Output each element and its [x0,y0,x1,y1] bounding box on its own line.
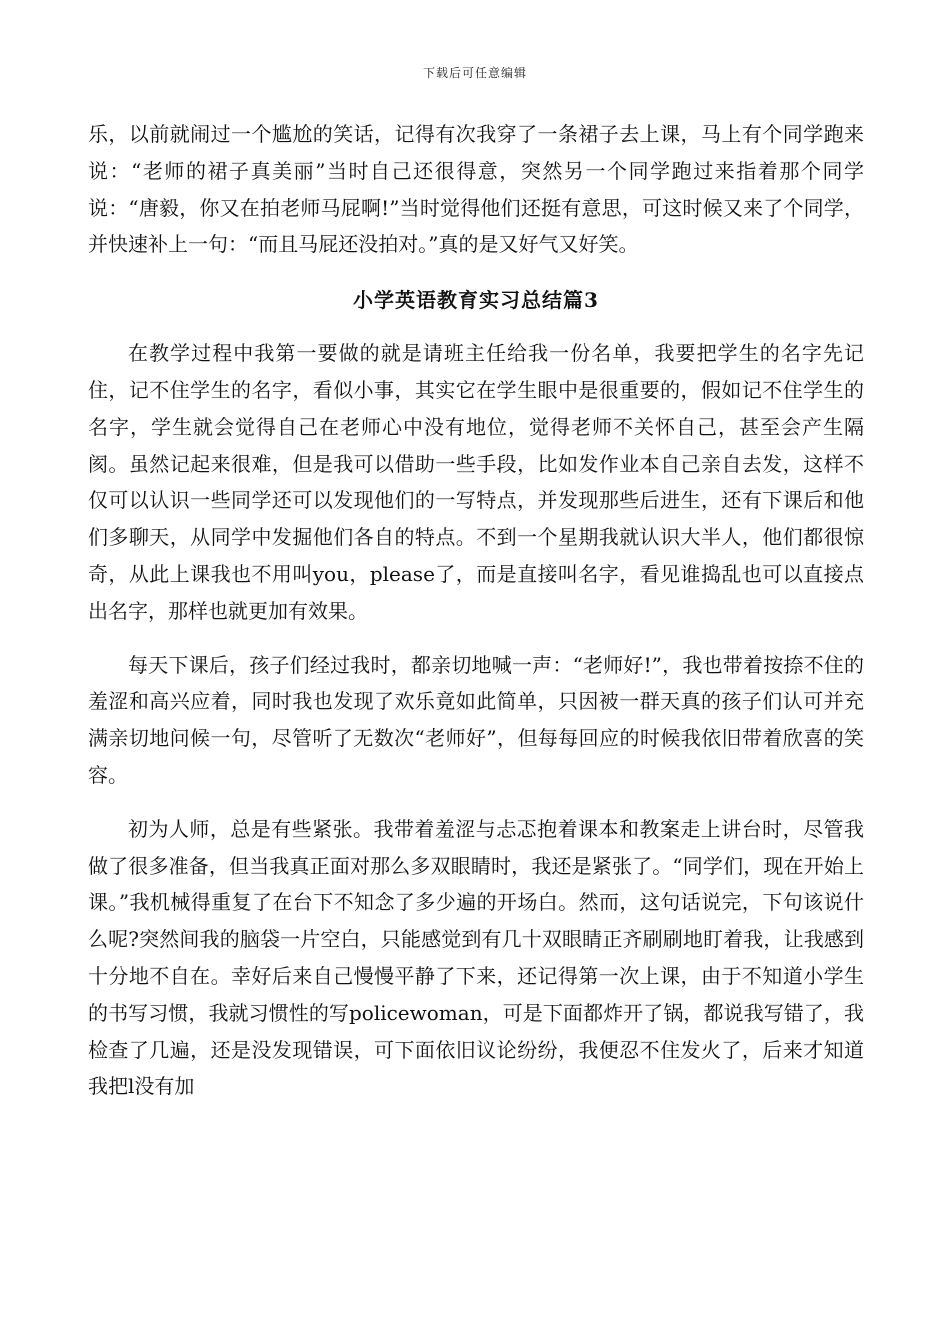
page-header: 下载后可任意编辑 [422,66,527,80]
section-title: 小学英语教育实习总结篇3 [353,288,599,313]
body-paragraph-3: 初为人师，总是有些紧张。我带着羞涩与忐忑抱着课本和教案走上讲台时，尽管我做了很多准备，但当我真正面对那么多双眼睛时，我还是紧张了。“同学们，现在开始上课。”我机械得重复了在台下不知念了多少遍的开场白。然而，这句话说完，下句该说什么呢?突然间我的脑袋一片空白，只能感觉到有几十双眼睛正齐刷刷地盯着我，让我感到十分地不自在。幸好后来自己慢慢平静了下来，还记得第一次上课，由于不知道小学生的书写习惯，我就习惯性的写policewoman，可是下面都炸开了锅，都说我写错了，我检查了几遍，还是没发现错误，可下面依旧议论纷纷，我便忍不住发火了，后来才知道我把l没有加 [88,816,864,1099]
document-body [88,116,864,1105]
body-paragraph-1: 在教学过程中我第一要做的就是请班主任给我一份名单，我要把学生的名字先记住，记不住学生的名字，看似小事，其实它在学生眼中是很重要的，假如记不住学生的名字，学生就会觉得自己在老师心中没有地位，觉得老师不关怀自己，甚至会产生隔阂。虽然记起来很难，但是我可以借助一些手段，比如发作业本自己亲自去发，这样不仅可以认识一些同学还可以发现他们的一写特点，并发现那些后进生，还有下课后和他们多聊天，从同学中发掘他们各自的特点。不到一个星期我就认识大半人，他们都很惊奇，从此上课我也不用叫you，please了，而是直接叫名字，看见谁捣乱也可以直接点出名字，那样也就更加有效果。 [88,341,864,623]
body-paragraph-2: 每天下课后，孩子们经过我时，都亲切地喊一声：“老师好!”，我也带着按捺不住的羞涩和高兴应着，同时我也发现了欢乐竟如此简单，只因被一群天真的孩子们认可并充满亲切地问候一句，尽管听了无数次“老师好”，但每每回应的时候我依旧带着欣喜的笑容。 [88,652,864,787]
intro-paragraph: 乐，以前就闹过一个尴尬的笑话，记得有次我穿了一条裙子去上课，马上有个同学跑来说：“老师的裙子真美丽”当时自己还很得意，突然另一个同学跑过来指着那个同学说：“唐毅，你又在拍老师马屁啊!”当时觉得他们还挺有意思，可这时候又来了个同学，并快速补上一句：“而且马屁还没拍对。”真的是又好气又好笑。 [88,122,864,257]
